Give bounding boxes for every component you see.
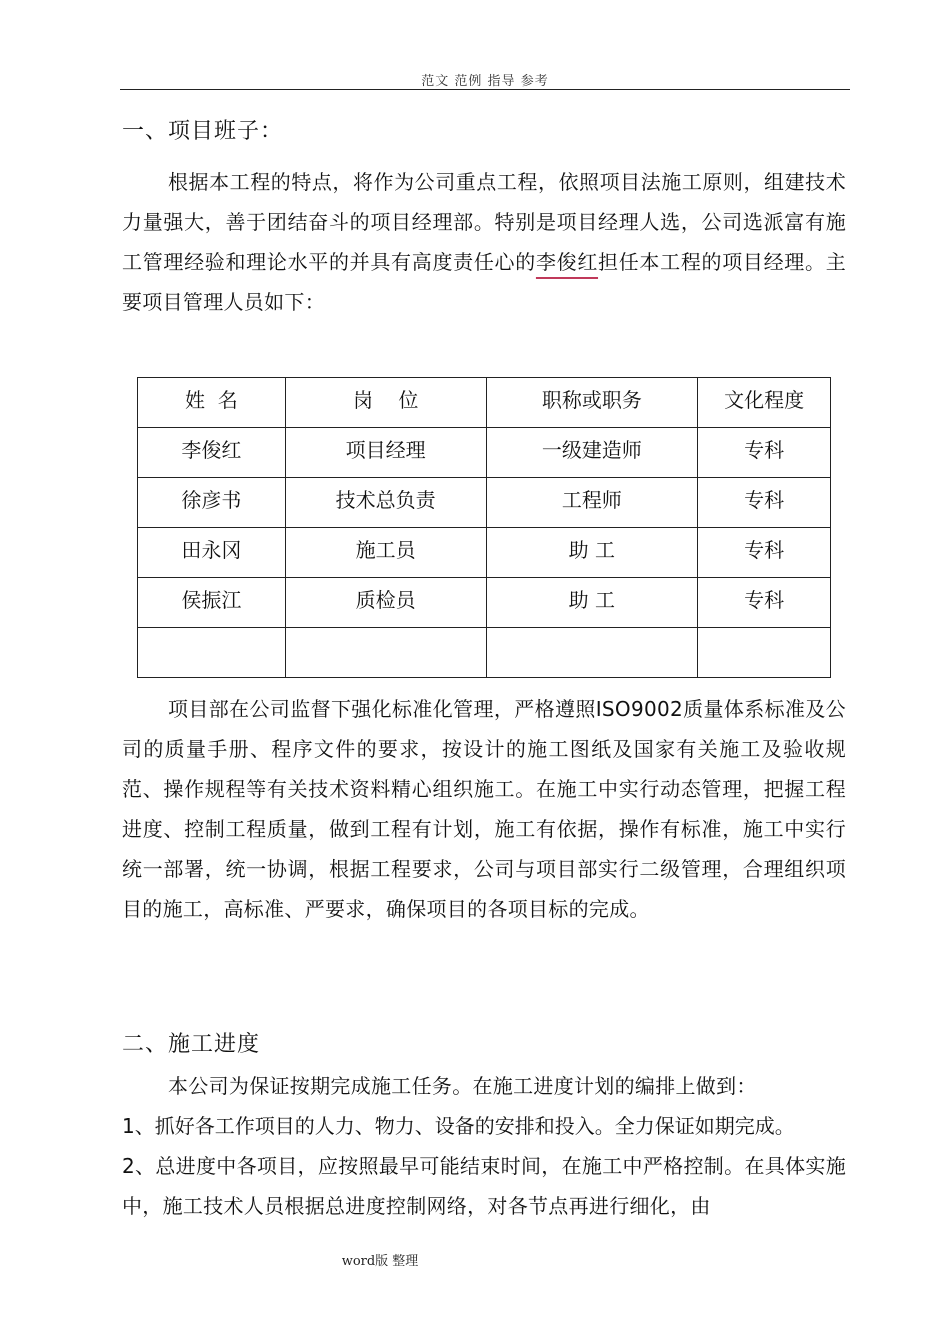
table-header-row [138,378,831,428]
cell-title: 一级建造师 [486,428,698,478]
cell-name [138,628,286,678]
management-paragraph: 项目部在公司监督下强化标准化管理，严格遵照ISO9002质量体系标准及公司的质量手册、程序文件的要求，按设计的施工图纸及国家有关施工及验收规范、操作规程等有关技术资料精心组织施工。在施工中实行动态管理，把握工程进度、控制工程质量，做到工程有计划，施工有依据，操作有标准，施工中实行统一部署，统一协调，根据工程要求，公司与项目部实行二级管理，合理组织项目的施工，高标准、严要求，确保项目的各项目标的完成。 [122,697,846,921]
cell-position: 质检员 [285,578,486,628]
table-row [138,528,831,578]
table-row [138,578,831,628]
table-row [138,428,831,478]
cell-education: 专科 [698,478,831,528]
section-2-title: 二、施工进度 [122,1032,261,1057]
cell-name: 李俊红 [138,428,286,478]
cell-title [486,628,698,678]
cell-education: 专科 [698,578,831,628]
table-row [138,478,831,528]
cell-title: 助 工 [486,578,698,628]
section-2-intro: 本公司为保证按期完成施工任务。在施工进度计划的编排上做到： [168,1074,757,1098]
intro-text-before: 根据本工程的特点，将作为公司重点工程，依照项目法施工原则，组建技术力量强大，善于团结奋斗的项目经理部。特别是项目经理人选，公司选派富有施工管理经验和理论水平的并具有高度责任心的 [122,170,846,274]
page-footer: word版 整理 [341,1254,419,1269]
header-rule [120,89,850,90]
cell-name: 侯振江 [138,578,286,628]
header-position: 岗 位 [285,378,486,428]
cell-position [285,628,486,678]
cell-name: 徐彦书 [138,478,286,528]
section-1-intro [122,162,846,322]
cell-title: 助 工 [486,528,698,578]
page-header: 范文 范例 指导 参考 [421,74,549,89]
cell-title: 工程师 [486,478,698,528]
section-2-item-2: 2、总进度中各项目，应按照最早可能结束时间，在施工中严格控制。在具体实施中，施工技术人员根据总进度控制网络，对各节点再进行细化，由 [122,1154,846,1218]
staff-table [137,377,831,678]
cell-education: 专科 [698,428,831,478]
manager-name-underlined: 李俊红 [535,250,599,274]
cell-education: 专科 [698,528,831,578]
header-education: 文化程度 [698,378,831,428]
section-1-title: 一、项目班子： [122,119,284,144]
cell-education [698,628,831,678]
cell-position: 施工员 [285,528,486,578]
table-row-empty [138,628,831,678]
cell-name: 田永冈 [138,528,286,578]
header-name: 姓 名 [138,378,286,428]
cell-position: 项目经理 [285,428,486,478]
header-title: 职称或职务 [486,378,698,428]
intro-text-after: 担任本工程的项目经理。主要项目管理人员如下： [122,250,846,314]
section-2-item-1: 1、抓好各工作项目的人力、物力、设备的安排和投入。全力保证如期完成。 [122,1114,795,1138]
cell-position: 技术总负责 [285,478,486,528]
